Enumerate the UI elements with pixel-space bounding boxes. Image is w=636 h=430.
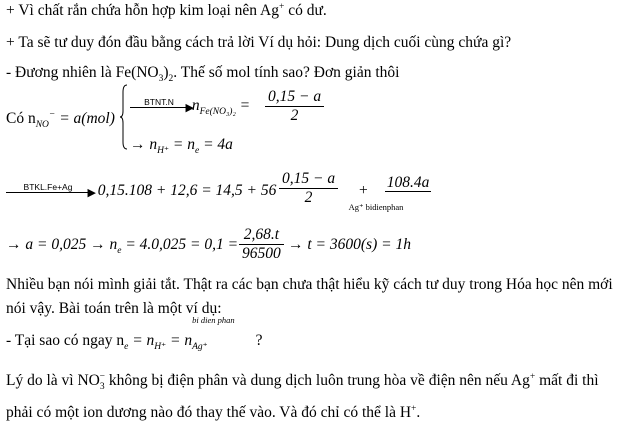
fraction-den: 2	[304, 189, 313, 206]
eq1-fraction	[262, 88, 327, 125]
eq2-fraction	[276, 170, 341, 207]
line-3-tail2: . Thế số mol tính sao? Đơn giản thôi	[173, 64, 400, 81]
q-mid2: = n	[166, 332, 193, 349]
q-sub2: H⁺	[154, 342, 167, 352]
btkl-arrow-head: ▶	[87, 186, 96, 199]
plus: +	[358, 182, 369, 199]
eq2-term-text: 108.4a	[386, 174, 430, 191]
line-1-text: + Vì chất rắn chứa hỗn hợp kim loại nên Ag	[6, 2, 279, 19]
eq3-tail	[288, 236, 411, 254]
eq1-nsup: −	[48, 110, 56, 120]
q-tail: ?	[251, 332, 263, 349]
ag-charge: +	[279, 2, 285, 12]
line-3-tail: )	[163, 64, 169, 81]
eq1-eq: = a(mol)	[55, 110, 115, 127]
btkl-arrow	[6, 181, 96, 199]
para-1-line-2	[6, 300, 222, 318]
arrow-icon: →	[130, 136, 146, 153]
para-2-l1sub: 3	[99, 382, 105, 392]
eq3-mid: = 4.0,025 = 0,1 =	[121, 236, 239, 253]
fraction-den: 96500	[242, 245, 281, 262]
eq1-b2-sub: H⁺	[157, 146, 169, 156]
eq3-left	[6, 236, 238, 254]
para-2-l2a: phải có một ion dương nào đó thay thế vào. Và đó chỉ có thể là H	[6, 404, 412, 421]
fraction-den: 2	[290, 107, 299, 124]
question-text: - Tại sao có ngay n	[6, 332, 125, 349]
fraction	[279, 170, 338, 207]
q-stack: bi dien phan $_{Ag^+}$	[192, 315, 235, 352]
line-3-sub: 3	[158, 74, 164, 84]
para-2-l1sup2: +	[529, 372, 536, 382]
line-2	[6, 34, 511, 52]
para-1-line-1-text: Nhiều bạn nói mình giải tắt. Thật ra các bạn chưa thật hiểu kỹ cách tư duy trong Hóa học nên mới	[6, 276, 613, 293]
btnt-label: BTNT.N	[144, 96, 174, 107]
fraction-num: 2,68.t	[239, 226, 284, 245]
para-2-l2sup: +	[411, 404, 417, 414]
line-1-tail: có dư.	[284, 2, 327, 19]
question-line	[6, 315, 263, 352]
eq2-term	[372, 174, 444, 192]
eq1-branch-1	[130, 97, 250, 115]
para-2-l1c: mất đi thì	[535, 372, 599, 389]
eq1-b2-var: n	[149, 136, 158, 153]
para-2-line-2	[6, 404, 420, 422]
eq3-tail-text: → t = 3600(s) = 1h	[288, 236, 411, 253]
left-brace	[120, 84, 128, 150]
eq2-term-sub	[336, 198, 416, 216]
eq1-b1-var: n	[191, 97, 200, 114]
q-sub3: Ag⁺	[192, 342, 208, 352]
fraction-num: 0,15 − a	[279, 170, 338, 189]
q-sub1: e	[124, 342, 129, 352]
para-2-l2b: .	[416, 404, 421, 421]
line-2-text: + Ta sẽ tư duy đón đầu bằng cách trả lời Ví dụ hỏi: Dung dịch cuối cùng chứa gì?	[6, 34, 512, 51]
eq1-left	[6, 110, 115, 128]
line-3-sub2: 2	[168, 74, 174, 84]
para-1-line-2-text: nói vậy. Bài toán trên là một ví dụ:	[6, 300, 222, 317]
eq2-left: 0,15.108 + 12,6 = 14,5 + 56	[97, 182, 277, 199]
eq1-b2-tail: = 4a	[199, 136, 233, 153]
eq1-prefix: Có n	[6, 110, 36, 127]
para-2-line-1	[6, 372, 599, 390]
fraction	[265, 88, 324, 125]
eq3-fraction	[236, 226, 287, 263]
q-mid: = n	[128, 332, 155, 349]
para-2-l1sup: −	[99, 372, 105, 382]
btnt-arrow-head: ▶	[185, 101, 194, 114]
para-1-line-1	[6, 276, 613, 294]
line-1	[6, 2, 327, 20]
eq3-sub: e	[117, 246, 122, 256]
eq1-b2-mid: = n	[169, 136, 195, 153]
line-3	[6, 64, 399, 82]
fraction	[239, 226, 284, 263]
line-3-text: - Đương nhiên là Fe(NO	[6, 64, 159, 81]
btkl-label: BTKL.Fe+Ag	[23, 181, 73, 192]
eq2	[6, 182, 276, 200]
eq1-nsub: NO	[35, 120, 49, 130]
para-2-l1b: không bị điện phân và dung dịch luôn trung hòa về điện nên nếu Ag	[104, 372, 530, 389]
para-2-l1a: Lý do là vì NO	[6, 372, 100, 389]
eq1-b1-sub: Fe(NO₃)₂	[199, 107, 236, 117]
eq1-b1-eq: =	[235, 97, 251, 114]
eq3-a: → a = 0,025 → n	[6, 236, 118, 253]
fraction-num: 0,15 − a	[265, 88, 324, 107]
eq2-term-sub-text: Ag⁺ bidienphan	[348, 202, 404, 212]
eq1-branch-2	[130, 136, 233, 154]
eq1-b2-sub2: e	[194, 146, 200, 156]
btnt-arrow	[130, 96, 194, 114]
